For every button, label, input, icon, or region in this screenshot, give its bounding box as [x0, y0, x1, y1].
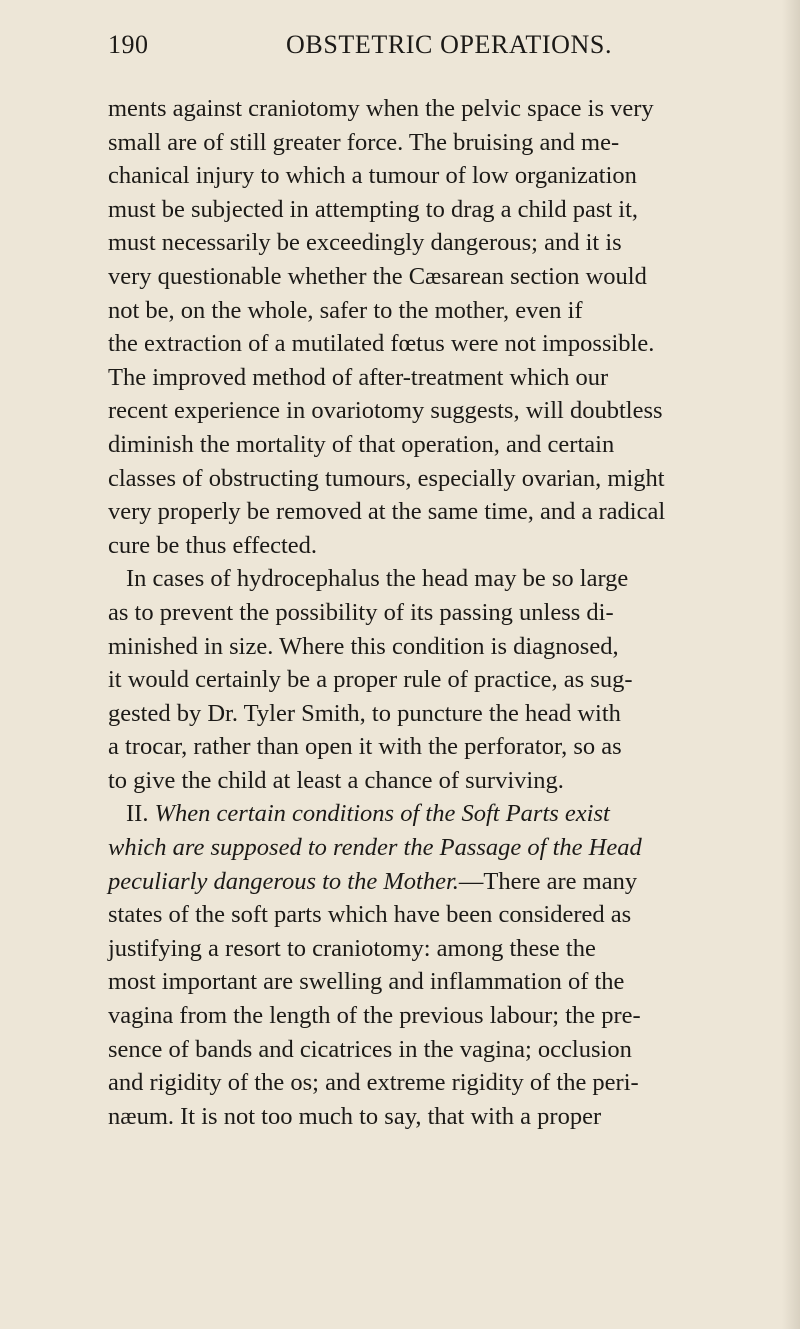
text-line: gested by Dr. Tyler Smith, to puncture the head with [108, 699, 621, 727]
section-heading-italic: peculiarly dangerous to the Mother. [108, 867, 459, 895]
text-line: it would certainly be a proper rule of practice, as sug- [108, 666, 633, 694]
text-line: chanical injury to which a tumour of low organization [108, 162, 637, 190]
text-line: to give the child at least a chance of surviving. [108, 766, 564, 794]
section-heading-italic: which are supposed to render the Passage of the Head [108, 834, 642, 862]
text-line: not be, on the whole, safer to the mother, even if [108, 296, 583, 324]
body-text [108, 92, 800, 1133]
text-line: the extraction of a mutilated fœtus were not impossible. [108, 330, 655, 358]
text-line: The improved method of after-treatment which our [108, 363, 609, 391]
text-line [108, 865, 800, 899]
text-run: —There are many [458, 867, 638, 895]
text-line: small are of still greater force. The bruising and me- [108, 128, 620, 156]
section-number: II. [126, 800, 155, 828]
section-heading-italic: When certain conditions of the Soft Parts exist [154, 800, 610, 828]
text-line: classes of obstructing tumours, especially ovarian, might [108, 464, 665, 492]
text-line: a trocar, rather than open it with the perforator, so as [108, 733, 622, 761]
text-line: diminish the mortality of that operation, and certain [108, 430, 615, 458]
text-line: recent experience in ovariotomy suggests, will doubtless [108, 397, 663, 425]
text-line: very properly be removed at the same time, and a radical [108, 498, 666, 526]
text-line: justifying a resort to craniotomy: among these the [108, 934, 596, 962]
page-header [108, 30, 708, 70]
text-line: very questionable whether the Cæsarean section would [108, 262, 647, 290]
text-line [108, 831, 800, 865]
text-line: sence of bands and cicatrices in the vagina; occlusion [108, 1035, 632, 1063]
text-line: minished in size. Where this condition is diagnosed, [108, 632, 619, 660]
text-line: and rigidity of the os; and extreme rigidity of the peri- [108, 1069, 639, 1097]
text-line: most important are swelling and inflammation of the [108, 968, 625, 996]
text-line: In cases of hydrocephalus the head may be so large [126, 565, 629, 593]
text-line: must be subjected in attempting to drag a child past it, [108, 195, 639, 223]
text-line: vagina from the length of the previous labour; the pre- [108, 1002, 641, 1030]
text-line: cure be thus effected. [108, 531, 318, 559]
text-line: næum. It is not too much to say, that with a proper [108, 1102, 602, 1130]
text-line: must necessarily be exceedingly dangerous; and it is [108, 229, 622, 257]
text-line: ments against craniotomy when the pelvic space is very [108, 95, 654, 122]
text-line: states of the soft parts which have been considered as [108, 901, 632, 929]
text-line [108, 797, 800, 831]
page-number: 190 [108, 30, 149, 59]
running-head: OBSTETRIC OPERATIONS. [286, 30, 613, 59]
text-line: as to prevent the possibility of its passing unless di- [108, 598, 614, 626]
